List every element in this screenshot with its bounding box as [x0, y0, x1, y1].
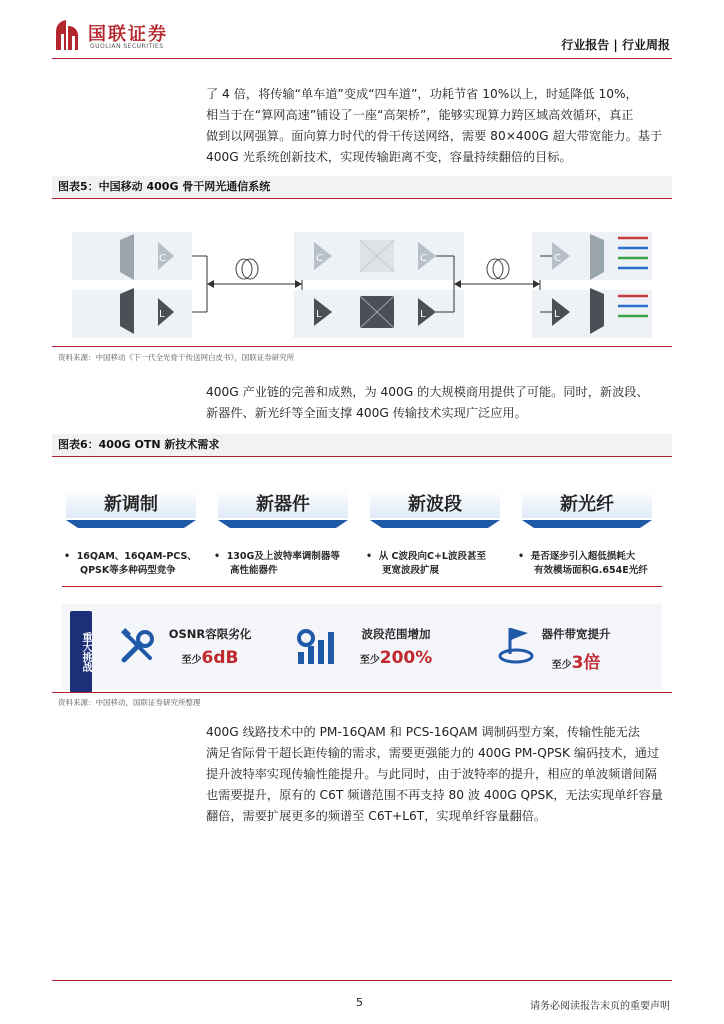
paragraph-1: [206, 84, 670, 168]
footer-divider: [52, 980, 672, 981]
bullet-dot-icon: •: [64, 551, 77, 562]
bullet-dot-icon: •: [214, 551, 227, 562]
figure5-diagram: [62, 214, 662, 344]
pillar-bullet-fiber: [518, 550, 668, 578]
challenge-title-osnr: OSNR容限劣化: [168, 627, 252, 641]
text-line: 400G 光系统创新技术，实现传输距离不变，容量持续翻倍的目标。: [206, 150, 572, 164]
value-number: 3倍: [571, 653, 601, 673]
challenge-tag: 重大挑战: [70, 611, 92, 693]
figure5-title: 图表5：中国移动 400G 骨干网光通信系统: [58, 180, 271, 193]
svg-text:L: L: [316, 309, 322, 320]
text-line: 新器件、新光纤等全面支撑 400G 传输技术实现广泛应用。: [206, 406, 527, 420]
challenge-value-bandwidth: [526, 648, 626, 673]
page-number: 5: [356, 996, 363, 1009]
text-line: 做到以网强算。面向算力时代的骨干传送网络，需要 80×400G 超大带宽能力。基于: [206, 129, 663, 143]
text-line: 也需要提升，原有的 C6T 频谱范围不再支持 80 波 400G QPSK，无法实现单纤容量: [206, 788, 663, 802]
tools-icon: [118, 626, 158, 666]
svg-text:L: L: [159, 309, 165, 320]
challenge-value-osnr: [160, 648, 260, 668]
bullet-text: 130G及上波特率调制器等: [226, 551, 340, 562]
bullet-text: 高性能器件: [230, 565, 278, 576]
guolian-logo-icon: [52, 18, 82, 52]
svg-text:C: C: [554, 253, 561, 264]
bullet-text: 是否逐步引入超低损耗大: [530, 551, 636, 562]
value-prefix: 至少: [551, 660, 572, 671]
paragraph-3: [206, 722, 670, 827]
pillar-title-fiber: 新光纤: [560, 494, 614, 515]
figure6-source: 资料来源：中国移动，国联证券研究所整理: [58, 698, 201, 707]
svg-text:C: C: [420, 253, 427, 264]
svg-text:L: L: [554, 309, 560, 320]
value-number: 200%: [379, 648, 433, 668]
figure5-bottom-rule: [52, 346, 672, 347]
figure5-source: 资料来源：中国移动《下一代全光骨干传送网白皮书》，国联证券研究所: [58, 353, 295, 362]
bullet-dot-icon: •: [366, 551, 379, 562]
paragraph-2: [206, 382, 670, 424]
value-number: 6dB: [201, 648, 239, 668]
pillar-title-modulation: 新调制: [104, 494, 158, 515]
bullet-text: QPSK等多种码型竞争: [80, 565, 176, 576]
text-line: 400G 产业链的完善和成熟，为 400G 的大规模商用提供了可能。同时，新波段、: [206, 385, 649, 399]
text-line: 400G 线路技术中的 PM-16QAM 和 PCS-16QAM 调制码型方案，传输性能无法: [206, 725, 640, 739]
pillar-title-bands: 新波段: [408, 494, 462, 515]
document-type: 行业报告 | 行业周报: [561, 38, 670, 52]
pillar-bullet-modulation: [64, 550, 214, 578]
svg-text:C: C: [316, 253, 323, 264]
text-line: 满足省际骨干超长距传输的需求，需要更强能力的 400G PM-QPSK 编码技术，通过: [206, 746, 660, 760]
svg-text:L: L: [420, 309, 426, 320]
text-line: 提升波特率实现传输性能提升。与此同时，由于波特率的提升，相应的单波频谱间隔: [206, 767, 657, 781]
pillar-title-devices: 新器件: [256, 494, 310, 515]
value-prefix: 至少: [359, 655, 380, 666]
footer-disclaimer: 请务必阅读报告末页的重要声明: [530, 1001, 670, 1012]
bullet-text: 16QAM、16QAM-PCS、: [76, 551, 197, 562]
logo-text-cn: 国联证券: [88, 24, 168, 45]
logo-text-en: GUOLIAN SECURITIES: [90, 43, 164, 50]
svg-text:C: C: [159, 253, 166, 264]
header-divider: [52, 58, 672, 59]
bullet-text: 有效模场面积G.654E光纤: [534, 565, 648, 576]
challenge-title-bandwidth: 器件带宽提升: [541, 627, 611, 641]
figure6-bottom-rule: [52, 692, 672, 693]
pillars-divider: [62, 586, 662, 587]
value-prefix: 至少: [181, 655, 202, 666]
text-line: 翻倍，需要扩展更多的频谱至 C6T+L6T，实现单纤容量翻倍。: [206, 809, 547, 823]
bullet-dot-icon: •: [518, 551, 531, 562]
text-line: 了 4 倍，将传输“单车道”变成“四车道”，功耗节省 10%以上，时延降低 10%，: [206, 87, 638, 101]
bullet-text: 从 C波段向C+L波段甚至: [378, 551, 486, 562]
pillar-bullet-devices: [214, 550, 364, 578]
chart-gear-icon: [294, 626, 336, 666]
pillar-bullet-bands: [366, 550, 516, 578]
challenge-title-band: 波段范围增加: [361, 627, 431, 641]
bullet-text: 更宽波段扩展: [382, 565, 440, 576]
challenge-value-band: [346, 648, 446, 668]
figure6-title: 图表6：400G OTN 新技术需求: [58, 438, 220, 451]
text-line: 相当于在“算网高速”铺设了一座“高架桥”，能够实现算力跨区域高效循环，真正: [206, 108, 634, 122]
